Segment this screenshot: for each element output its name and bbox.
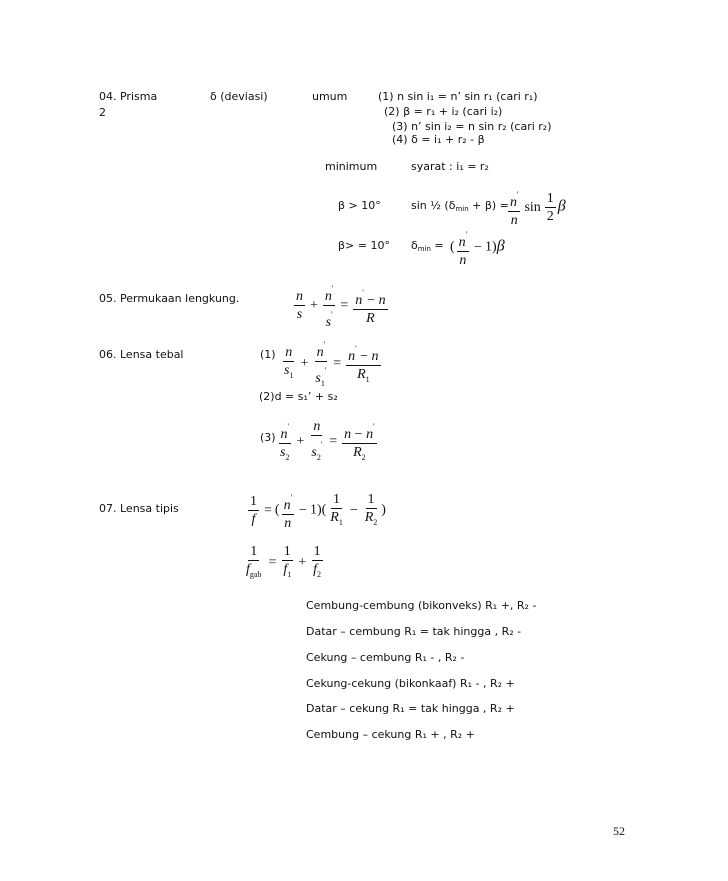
fraction: $\frac{1}{f}$ [250, 494, 257, 527]
prism-eq-3: (3) n’ sin i₂ = n sin r₂ (cari r₂) [392, 120, 552, 133]
thick-lens-eq-3-number: (3) [260, 431, 276, 444]
fraction: $\frac{n'}{n}$ [508, 186, 520, 229]
syarat-condition: syarat : i₁ = r₂ [411, 160, 489, 173]
fraction: $\frac{n'}{s_2}$ [278, 418, 291, 466]
page-number: 52 [613, 824, 625, 838]
dmin-sub: min [417, 245, 431, 253]
lens-case-6: Cembung – cekung R₁ + , R₂ + [306, 728, 475, 741]
dmin-formula-lhs [411, 239, 444, 256]
lens-case-5: Datar – cekung R₁ = tak hingga , R₂ + [306, 702, 515, 715]
fraction: $\frac{n'}{n}$ [457, 226, 469, 269]
section-04-number-2: 2 [99, 106, 106, 119]
lens-case-2: Datar – cembung R₁ = tak hingga , R₂ - [306, 625, 522, 638]
beta-gt-10: β > 10° [338, 199, 381, 212]
thick-lens-eq-3: $\frac{n'}{s_2}$ + $\frac{n}{s_2'}$ = $\frac{n - n'}{R_2}$ [276, 418, 379, 466]
sin-half-text-b: + β) = [468, 199, 509, 212]
lensmaker-formula: $\frac{1}{f}$ = ( $\frac{n'}{n}$ − 1)( $\frac{1}{R_1}$ − $\frac{1}{R_2}$ ) [246, 489, 386, 532]
thick-lens-eq-1: $\frac{n}{s_1}$ + $\frac{n'}{s_1'}$ = $\frac{n' - n}{R_1}$ [280, 336, 383, 392]
lens-case-4: Cekung-cekung (bikonkaaf) R₁ - , R₂ + [306, 677, 515, 690]
fraction: $\frac{1}{f_1}$ [283, 544, 292, 579]
prism-eq-2: (2) β = r₁ + i₂ (cari i₂) [384, 105, 503, 118]
lens-case-3: Cekung – cembung R₁ - , R₂ - [306, 651, 465, 664]
beta-ge-10: β> = 10° [338, 239, 390, 252]
fraction: $\frac{n'}{s_1'}$ [313, 336, 328, 392]
umum-label: umum [312, 90, 348, 103]
sin-half-formula-rhs: $\frac{n'}{n}$ sin $\frac{1}{2}$ β [506, 186, 566, 229]
fraction: $\frac{1}{2}$ [546, 191, 554, 224]
fraction: $\frac{n}{s}$ [296, 289, 303, 322]
fraction: $\frac{n - n'}{R_2}$ [342, 418, 376, 466]
fraction: $\frac{n}{s_2'}$ [311, 419, 323, 462]
dmin-delta: δ [411, 239, 418, 252]
fraction: $\frac{1}{R_2}$ [364, 491, 378, 527]
fraction: $\frac{1}{f_{gab}}$ [246, 544, 262, 579]
sin-half-text-a: sin ½ (δ [411, 199, 456, 212]
fraction: $\frac{n}{s_1}$ [284, 345, 294, 380]
thick-lens-eq-2: (2)d = s₁’ + s₂ [259, 390, 338, 403]
section-05-label: 05. Permukaan lengkung. [99, 292, 240, 305]
prism-eq-4: (4) δ = i₁ + r₂ - β [392, 133, 485, 146]
minimum-label: minimum [325, 160, 378, 173]
sin-half-formula-lhs [411, 199, 509, 216]
section-06-label: 06. Lensa tebal [99, 348, 184, 361]
lens-case-1: Cembung-cembung (bikonveks) R₁ +, R₂ - [306, 599, 537, 612]
fraction: $\frac{n' - n}{R_1}$ [346, 340, 380, 388]
fraction: $\frac{n' - n}{R}$ [353, 284, 387, 327]
dmin-equals: = [430, 239, 444, 252]
sin-half-sub: min [455, 205, 469, 213]
fraction: $\frac{n'}{s'}$ [323, 280, 335, 331]
fraction: $\frac{1}{R_1}$ [330, 491, 343, 527]
curved-surface-formula: $\frac{n}{s}$ + $\frac{n'}{s'}$ = $\frac{n' - n}{R}$ [292, 280, 390, 331]
section-07-label: 07. Lensa tipis [99, 502, 179, 515]
prism-eq-1: (1) n sin i₁ = n’ sin r₁ (cari r₁) [378, 90, 538, 103]
thick-lens-eq-1-number: (1) [260, 348, 276, 361]
combined-focal-formula: $\frac{1}{f_{gab}}$ = $\frac{1}{f_1}$ + $\frac{1}{f_2}$ [242, 543, 325, 583]
dmin-formula-rhs: ( $\frac{n'}{n}$ − 1)β [450, 226, 505, 269]
fraction: $\frac{n'}{n}$ [282, 489, 294, 532]
deviasi-label: δ (deviasi) [210, 90, 268, 103]
fraction: $\frac{1}{f_2}$ [313, 544, 322, 579]
section-04-label: 04. Prisma [99, 90, 158, 103]
